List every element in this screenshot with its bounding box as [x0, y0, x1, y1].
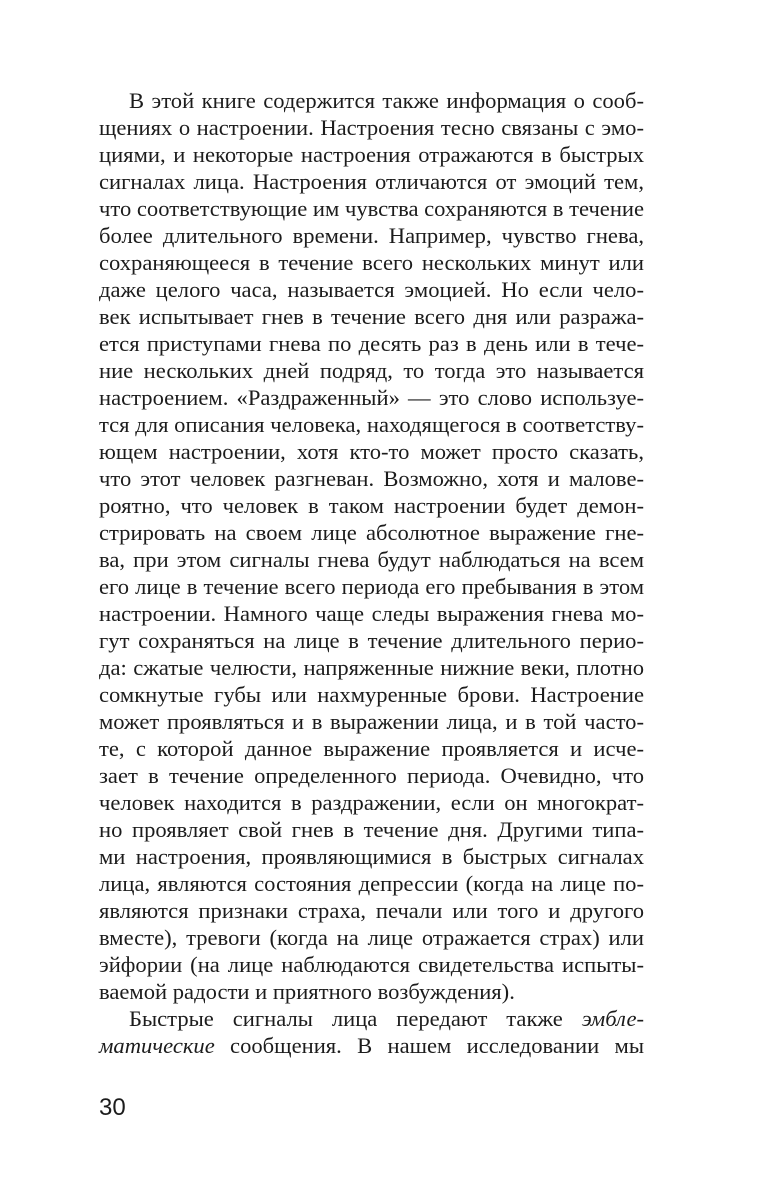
text-line [99, 708, 644, 735]
text-segment: лица, являются состояния депрессии (когда на лице по- [99, 871, 644, 896]
text-line [99, 438, 644, 465]
text-segment: стрировать на своем лице абсолютное выражение гне- [99, 520, 644, 545]
text-segment: В этой книге содержится также информация о сооб- [129, 88, 644, 113]
text-line [99, 519, 644, 546]
text-segment: даже целого часа, называется эмоцией. Но если чело- [99, 277, 644, 302]
text-line [99, 492, 644, 519]
body-text [99, 87, 644, 1059]
text-line [99, 735, 644, 762]
text-segment: ва, при этом сигналы гнева будут наблюдаться на всем [99, 547, 644, 572]
text-segment: ется приступами гнева по десять раз в день или в тече- [99, 331, 644, 356]
text-segment: ваемой радости и приятного возбуждения). [99, 979, 515, 1004]
text-line [99, 627, 644, 654]
text-line [99, 222, 644, 249]
text-segment: тся для описания человека, находящегося в соответству- [99, 412, 644, 437]
paragraph [99, 87, 644, 1005]
text-line [99, 816, 644, 843]
paragraph [99, 1005, 644, 1059]
text-segment: щениях о настроении. Настроения тесно связаны с эмо- [99, 115, 644, 140]
text-line [99, 654, 644, 681]
text-segment: эйфории (на лице наблюдаются свидетельства испыты- [99, 952, 644, 977]
emphasized-term: матические [99, 1033, 215, 1058]
text-line [99, 1005, 644, 1032]
text-line [99, 924, 644, 951]
text-line [99, 762, 644, 789]
page-number: 30 [99, 1094, 126, 1121]
text-segment: настроении. Намного чаще следы выражения гнева мо- [99, 601, 644, 626]
text-segment: Быстрые сигналы лица передают также [129, 1006, 582, 1031]
text-line [99, 978, 644, 1005]
text-line [99, 276, 644, 303]
text-line [99, 303, 644, 330]
text-segment: сигналах лица. Настроения отличаются от эмоций тем, [99, 169, 644, 194]
text-segment: являются признаки страха, печали или того и другого [99, 898, 644, 923]
text-segment: может проявляться и в выражении лица, и в той часто- [99, 709, 644, 734]
text-line [99, 573, 644, 600]
text-segment: ми настроения, проявляющимися в быстрых сигналах [99, 844, 644, 869]
text-line [99, 168, 644, 195]
text-segment: более длительного времени. Например, чувство гнева, [99, 223, 644, 248]
text-segment: сомкнутые губы или нахмуренные брови. Настроение [99, 682, 644, 707]
text-line [99, 1032, 644, 1059]
text-segment: те, с которой данное выражение проявляется и исче- [99, 736, 644, 761]
text-line [99, 465, 644, 492]
text-segment: зает в течение определенного периода. Очевидно, что [99, 763, 644, 788]
text-line [99, 357, 644, 384]
text-segment: что соответствующие им чувства сохраняются в течение [99, 196, 645, 221]
text-segment: гут сохраняться на лице в течение длительного перио- [99, 628, 644, 653]
text-line [99, 114, 644, 141]
text-line [99, 951, 644, 978]
text-segment: человек находится в раздражении, если он многократ- [99, 790, 644, 815]
text-segment: его лице в течение всего периода его пребывания в этом [99, 574, 644, 599]
text-line [99, 600, 644, 627]
text-segment: роятно, что человек в таком настроении будет демон- [99, 493, 644, 518]
text-line [99, 789, 644, 816]
text-line [99, 897, 644, 924]
text-line [99, 843, 644, 870]
text-segment: настроением. «Раздраженный» — это слово используе- [99, 385, 644, 410]
text-line [99, 195, 644, 222]
text-line [99, 330, 644, 357]
text-line [99, 141, 644, 168]
text-segment: ющем настроении, хотя кто-то может просто сказать, [99, 439, 644, 464]
text-line [99, 870, 644, 897]
emphasized-term: эмбле- [581, 1006, 644, 1031]
text-segment: сохраняющееся в течение всего нескольких минут или [99, 250, 644, 275]
text-line [99, 411, 644, 438]
text-segment: сообщения. В нашем исследовании мы [214, 1033, 644, 1058]
text-segment: но проявляет свой гнев в течение дня. Другими типа- [99, 817, 644, 842]
text-segment: что этот человек разгневан. Возможно, хотя и малове- [99, 466, 644, 491]
text-line [99, 546, 644, 573]
text-segment: циями, и некоторые настроения отражаются в быстрых [99, 142, 644, 167]
text-segment: век испытывает гнев в течение всего дня или разража- [99, 304, 644, 329]
text-line [99, 681, 644, 708]
text-segment: вместе), тревоги (когда на лице отражается страх) или [99, 925, 644, 950]
text-line [99, 87, 644, 114]
text-line [99, 249, 644, 276]
text-segment: ние нескольких дней подряд, то тогда это называется [99, 358, 644, 383]
text-segment: да: сжатые челюсти, напряженные нижние веки, плотно [99, 655, 644, 680]
text-line [99, 384, 644, 411]
